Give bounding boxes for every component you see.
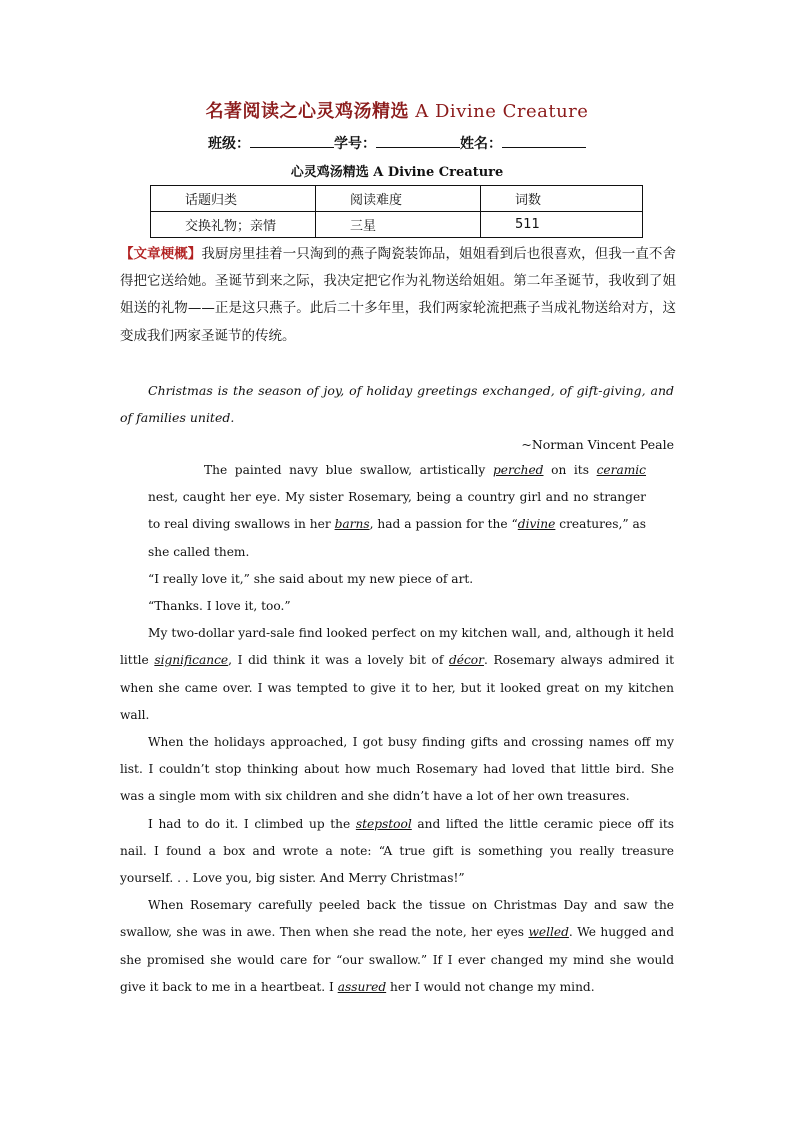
story-paragraph: When the holidays approached, I got busy finding gifts and crossing names off my list. I couldn’t stop thinking about how much Rosemary had loved that little bird. She was a single mom with six children and she didn’t have a lot of her own treasures.: [120, 735, 674, 804]
table-header-cell: 词数: [481, 186, 643, 212]
page-title: [0, 97, 794, 123]
vocab-word: décor: [448, 653, 484, 668]
summary-tag: 【文章梗概】: [120, 246, 202, 262]
table-row: [151, 212, 643, 238]
id-label: 学号：: [334, 136, 376, 152]
class-label: 班级：: [208, 136, 250, 152]
name-label: 姓名：: [460, 136, 502, 152]
vocab-word: stepstool: [355, 816, 412, 831]
vocab-word: significance: [154, 653, 229, 668]
story-paragraph: My two-dollar yard-sale find looked perfect on my kitchen wall, and, although it held little significance, I did think it was a lovely bit of décor. Rosemary always admired it when she came over. I was tempted to give it to her, but it looked great on my kitchen wall.: [120, 626, 675, 722]
table-cell: 三星: [316, 212, 481, 238]
table-header-cell: 阅读难度: [316, 186, 481, 212]
title-zh: 名著阅读之心灵鸡汤精选: [205, 101, 410, 122]
student-info-line: [0, 133, 794, 153]
vocab-word: divine: [517, 517, 556, 532]
story-body: [120, 457, 674, 1001]
epigraph-author: ~Norman Vincent Peale: [521, 437, 674, 452]
story-paragraph: When Rosemary carefully peeled back the tissue on Christmas Day and saw the swallow, she was in awe. Then when she read the note, her eyes welled. We hugged and she promised she would care for “our swallow.” If I ever changed my mind she would give it back to me in a heartbeat. I assured her I would not change my mind.: [120, 898, 674, 994]
epigraph-quote: Christmas is the season of joy, of holiday greetings exchanged, of gift-giving, and of families united.: [120, 383, 674, 425]
subtitle: 心灵鸡汤精选 A Divine Creature: [290, 165, 504, 180]
table-cell: 交换礼物；亲情: [151, 212, 316, 238]
summary-paragraph: [120, 241, 676, 350]
vocab-word: assured: [337, 979, 387, 994]
id-blank: [376, 135, 460, 148]
name-blank: [502, 135, 586, 148]
story-paragraph: “Thanks. I love it, too.”: [148, 599, 291, 614]
vocab-word: ceramic: [596, 463, 647, 477]
summary-text: 我厨房里挂着一只淘到的燕子陶瓷装饰品，姐姐看到后也很喜欢，但我一直不舍得把它送给她。圣诞节到来之际，我决定把它作为礼物送给姐姐。第二年圣诞节，我收到了姐姐送的礼物——正是这只燕子。此后二十多年里，我们两家轮流把燕子当成礼物送给对方，这变成我们两家圣诞节的传统。: [120, 246, 676, 344]
table-cell: 511: [481, 212, 643, 238]
info-table: [150, 185, 643, 238]
class-blank: [250, 135, 334, 148]
table-row: [151, 186, 643, 212]
vocab-word: welled: [528, 925, 569, 940]
story-paragraph: “I really love it,” she said about my new piece of art.: [148, 571, 474, 586]
table-header-cell: 话题归类: [151, 186, 316, 212]
vocab-word: barns: [334, 517, 370, 532]
story-paragraph: The painted navy blue swallow, artistically perched on its ceramic nest, caught her eye. My sister Rosemary, being a country girl and no stranger to real diving swallows in her barns, had a passion for the “divine creatures,” as she called them.: [148, 463, 647, 559]
story-paragraph: I had to do it. I climbed up the stepstool and lifted the little ceramic piece off its nail. I found a box and wrote a note: “A true gift is something you really treasure yourself. . . Love you, big sister. And Merry Christmas!”: [120, 816, 674, 886]
title-en: A Divine Creature: [409, 101, 589, 122]
vocab-word: perched: [492, 463, 544, 477]
